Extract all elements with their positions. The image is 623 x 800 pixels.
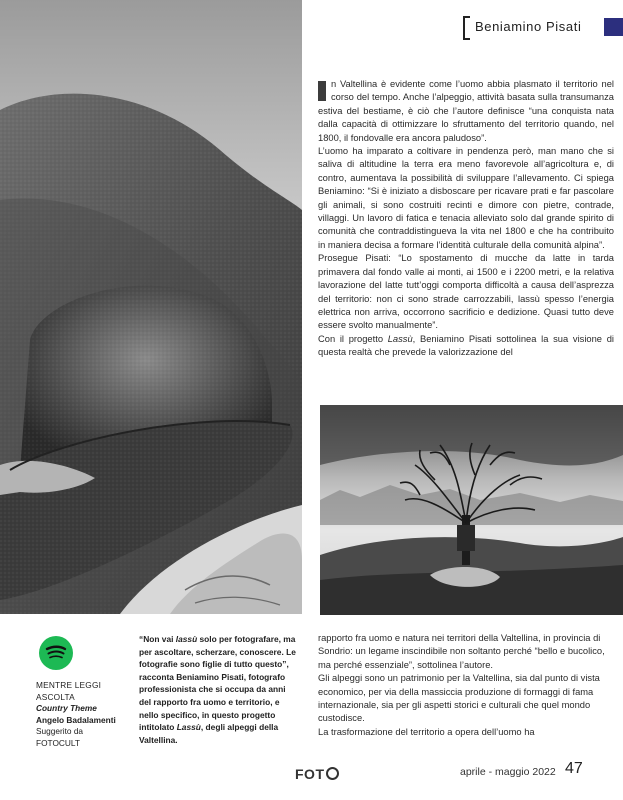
spotify-icon[interactable]	[39, 636, 73, 670]
paragraph	[318, 78, 614, 145]
quote-text: solo per fotografare, ma per ascoltare, scherzare, conoscere. Le fotografie sono figlie di tutto questo”,	[139, 634, 296, 670]
bracket-decoration	[463, 16, 470, 40]
article-column-top	[318, 78, 614, 360]
accent-bar	[604, 18, 623, 36]
paragraph: Gli alpeggi sono un patrimonio per la Valtellina, sia dal punto di vista economico, per via della massiccia produzione di formaggi di fama internazionale, sia per gli aspetti storici e culturali che quel mondo custodisce.	[318, 673, 600, 724]
listen-label: MENTRE LEGGI ASCOLTA	[36, 680, 102, 702]
issue-date: aprile - maggio 2022	[460, 766, 556, 778]
paragraph-text: Con il progetto	[318, 333, 388, 344]
quote-italic: Lassù	[176, 722, 201, 733]
paragraph: La trasformazione del territorio a opera dell’uomo ha	[318, 726, 535, 737]
artist-name: Angelo Badalamenti	[36, 714, 116, 725]
paragraph-text: n Valtellina è evidente come l’uomo abbia plasmato il territorio nel corso del tempo. Anche l’alpeggio, attività basata sulla transumanza estiva del bestiame, è ciò che l’autore definisce “una conquista nata dalla capacità di ottimizzare lo sfruttamento del territorio quando, nel 1800, il fondovalle era ancora paludoso”.	[318, 79, 614, 143]
author-tag	[463, 16, 623, 38]
paragraph: L’uomo ha imparato a coltivare in pendenza però, man mano che si saliva di altitudine la terra era meno favorevole all’agricoltura e, di contro, aumentava la possibilità di sviluppare l’allevamento. Ci spiega Beniamino: “Si è iniziato a disboscare per ricavare prati e far pascolare gli animali, si sono costruiti recinti e dimore con pietre, contrade, villaggi. Un lavoro di fatica e tenacia alleviato solo dal grande spirito di comunità che contraddistingueva la vita nel 1800 e che ha contribuito in maniera decisa a formare l’identità culturale della comunità alpina”.	[318, 146, 614, 250]
paragraph: rapporto fra uomo e natura nei territori della Valtellina, in provincia di Sondrio: un legame inscindibile non soltanto perché “bello e bucolico, ma perché essenziale”, sottolinea l’autore.	[318, 633, 605, 670]
pull-quote	[139, 633, 299, 746]
photo-man-with-hat	[0, 0, 302, 614]
dropcap	[318, 81, 326, 101]
logo-ring-icon	[326, 767, 339, 780]
article-column-bottom	[318, 632, 614, 739]
paragraph: Prosegue Pisati: “Lo spostamento di mucche da latte in tarda primavera dal fondo valle ai monti, ai 1500 e i 2200 metri, e la relativa lavorazione del latte tutt’oggi comporta difficoltà a causa dell’asprezza del territorio: non ci sono strade carrozzabili, lassù spesso l’energia elettrica non arriva, occorrono sacrificio e dedizione. Quasi tutto deve essere svolto manualmente”.	[318, 253, 614, 331]
fotocult-logo	[295, 766, 339, 782]
listen-box	[36, 636, 126, 749]
photo-branches-carrier	[320, 405, 623, 615]
paragraph-text: , Beniamino Pisati sottolinea la sua visione di questa realtà che prevede la valorizzazione del	[318, 333, 614, 358]
quote-italic: lassù	[175, 634, 198, 644]
paragraph	[318, 333, 614, 360]
credit: Suggerito da FOTOCULT	[36, 726, 84, 748]
quote-text: “Non vai	[139, 634, 176, 644]
author-name: Beniamino Pisati	[475, 19, 582, 34]
logo-text: FOT	[295, 766, 325, 782]
quote-text: , degli alpeggi della Valtellina.	[139, 722, 279, 745]
quote-text: racconta Beniamino Pisati, fotografo professionista che si occupa da anni del rapporto fra uomo e territorio, e nello specifico, in questo progetto intitolato	[139, 671, 286, 733]
project-title: Lassù	[387, 333, 413, 344]
listen-text	[36, 680, 126, 749]
page-number: 47	[565, 760, 583, 777]
track-title: Country Theme	[36, 703, 97, 713]
